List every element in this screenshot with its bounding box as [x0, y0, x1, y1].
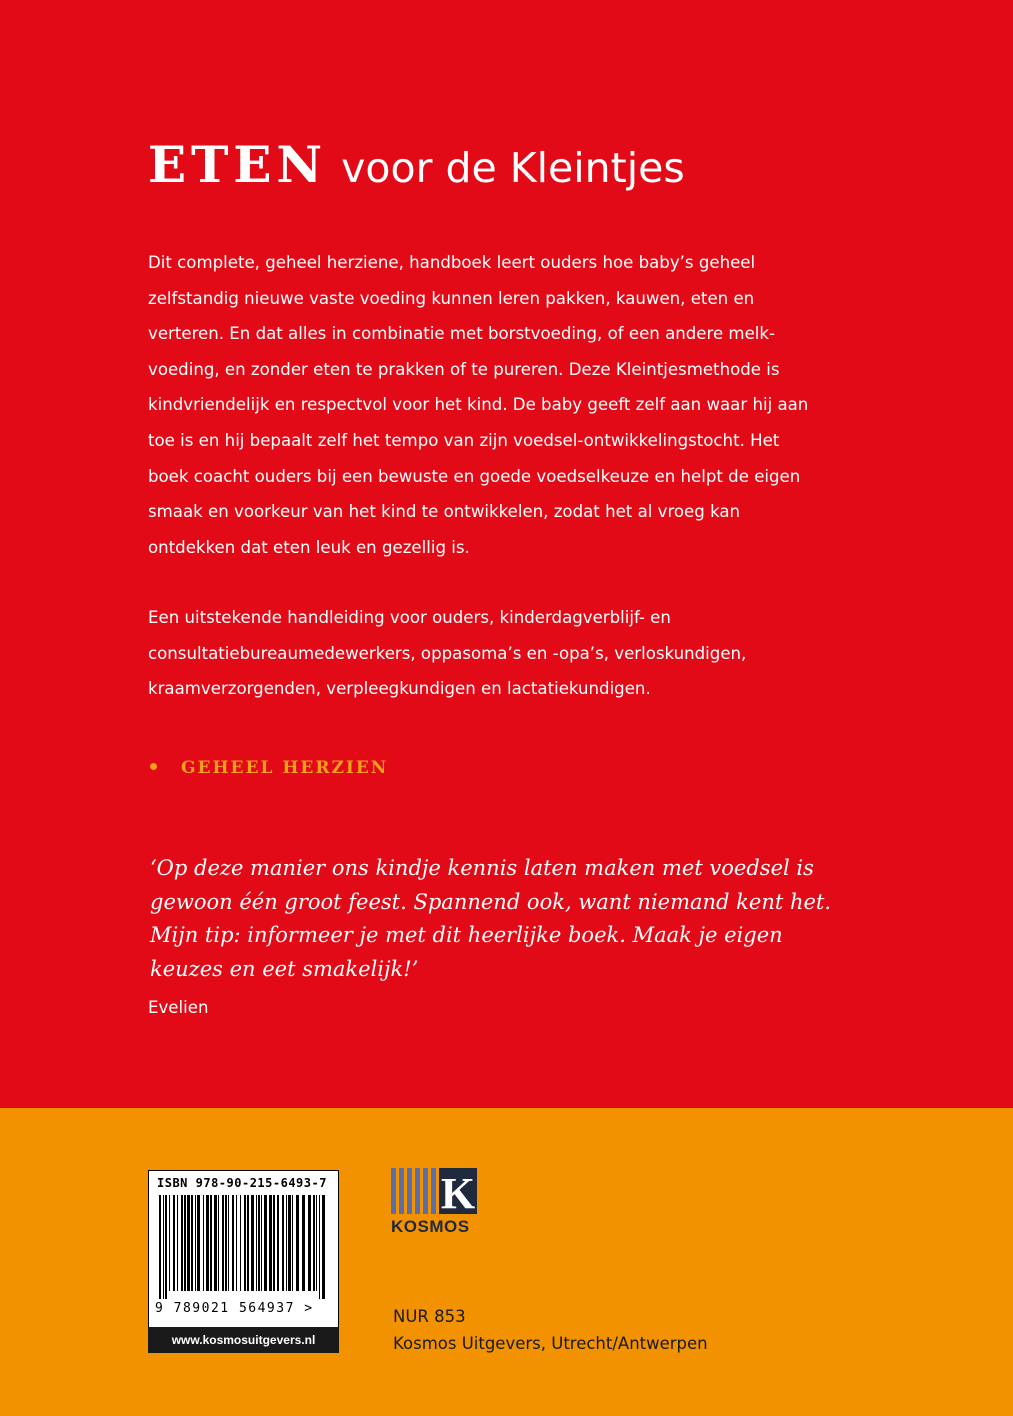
testimonial-author: Evelien — [148, 998, 209, 1017]
barcode-digits: 9 789021 564937 > — [155, 1301, 314, 1316]
kosmos-logo-name: KOSMOS — [391, 1217, 470, 1236]
title-subtitle: voor de Kleintjes — [341, 144, 685, 192]
isbn-label: ISBN 978-90-215-6493-7 — [157, 1176, 327, 1190]
book-title — [148, 135, 685, 194]
bullet-dot-icon — [150, 763, 157, 770]
publisher-url: www.kosmosuitgevers.nl — [148, 1327, 339, 1353]
barcode-icon — [153, 1195, 335, 1299]
nur-code: NUR 853 — [393, 1307, 466, 1326]
testimonial-quote: ‘Op deze manier ons kindje kennis laten maken met voedsel is gewoon één groot feest. Spannend ook, want niemand kent het. Mijn tip: informeer je met dit heerlijke boek. Maak je eigen keuzes en eet smakelijk!’ — [150, 856, 832, 981]
title-eten: ETEN — [148, 135, 328, 194]
description-paragraph-2: Een uitstekende handleiding voor ouders, kinderdagverblijf- en consultatiebureaumedewerkers, oppasoma’s en -opa’s, verloskundigen, kraamverzorgenden, verpleegkundigen en lactatiekundigen. — [148, 608, 747, 699]
description-paragraph-1: Dit complete, geheel herziene, handboek leert ouders hoe baby’s geheel zelfstandig nieuwe vaste voeding kunnen leren pakken, kauwen, eten en verteren. En dat alles in combinatie met borstvoeding, of een andere melk-voeding, en zonder eten te prakken of te pureren. Deze Kleintjesmethode is kindvriendelijk en respectvol voor het kind. De baby geeft zelf aan waar hij aan toe is en hij bepaalt zelf het tempo van zijn voedsel-ontwikkelingstocht. Het boek coacht ouders bij een bewuste en goede voedselkeuze en helpt de eigen smaak en voorkeur van het kind te ontwikkelen, zodat het al vroeg kan ontdekken dat eten leuk en gezellig is. — [148, 253, 809, 557]
publisher-line: Kosmos Uitgevers, Utrecht/Antwerpen — [393, 1334, 708, 1353]
highlight-bullet — [150, 758, 388, 778]
barcode-block — [148, 1170, 339, 1353]
highlight-label: GEHEEL HERZIEN — [181, 758, 389, 778]
svg-text:K: K — [440, 1169, 476, 1218]
